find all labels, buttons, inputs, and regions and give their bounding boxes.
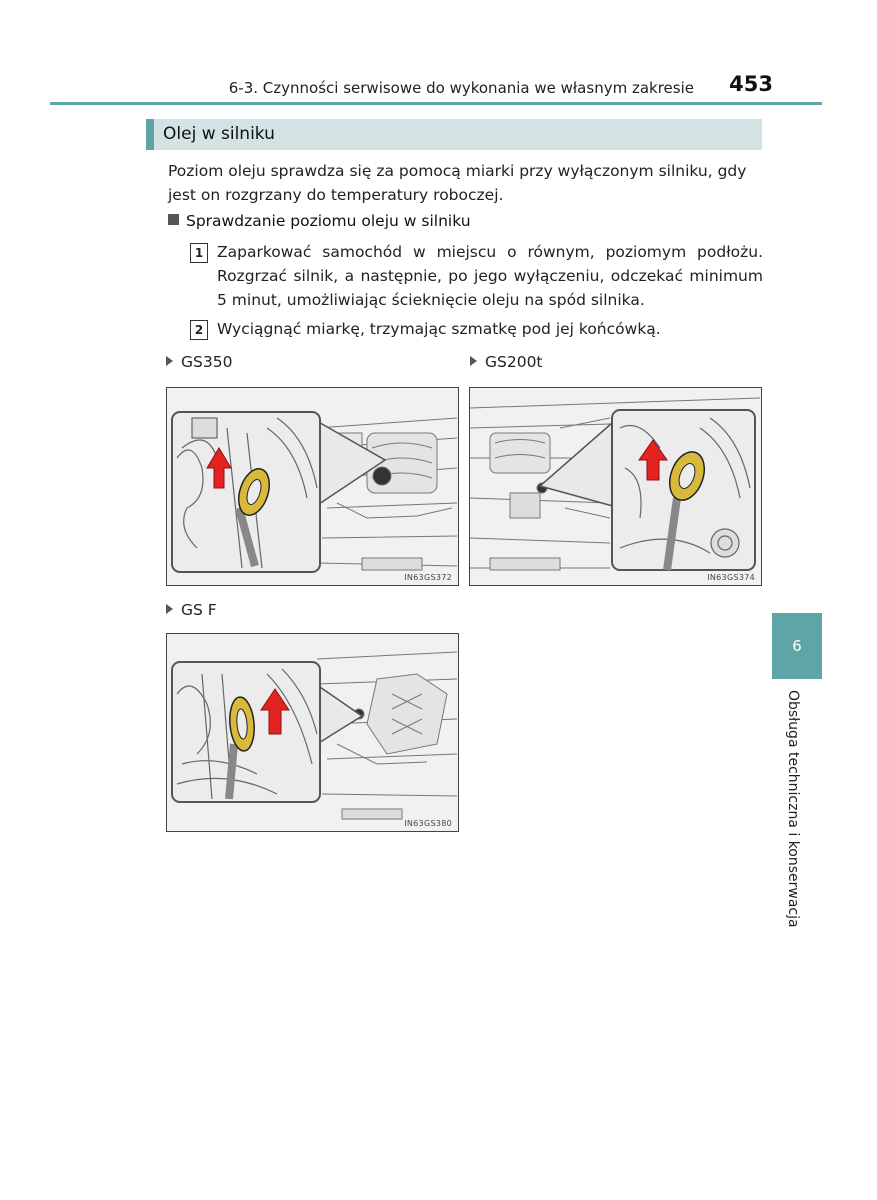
header-rule bbox=[50, 102, 822, 105]
page-header bbox=[0, 70, 877, 106]
step-1-text: Zaparkować samochód w miejscu o równym, poziomym podłożu. Rozgrzać silnik, a następnie, po jego wyłączeniu, odczekać minimum 5 minut, umożliwiając ścieknięcie oleju na spód silnika. bbox=[217, 243, 763, 309]
figure-gsf-engine bbox=[166, 633, 459, 832]
subheading bbox=[168, 212, 471, 230]
step-1-number: 1 bbox=[190, 243, 208, 263]
step-2-text: Wyciągnąć miarkę, trzymając szmatkę pod jej końcówką. bbox=[217, 320, 661, 338]
engine-illustration-gs200t bbox=[470, 388, 761, 585]
chapter-tab-number: 6 bbox=[792, 637, 802, 655]
triangle-bullet-icon bbox=[166, 604, 173, 614]
figure-gs350-engine bbox=[166, 387, 459, 586]
engine-illustration-gs350 bbox=[167, 388, 458, 585]
figure-gs200t-engine bbox=[469, 387, 762, 586]
square-bullet-icon bbox=[168, 214, 179, 225]
intro-paragraph: Poziom oleju sprawdza się za pomocą miarki przy wyłączonym silniku, gdy jest on rozgrzany do temperatury roboczej. bbox=[168, 162, 747, 204]
figure-label-gsf: GS F bbox=[166, 601, 217, 619]
engine-illustration-gsf bbox=[167, 634, 458, 831]
step-2-number: 2 bbox=[190, 320, 208, 340]
page-number: 453 bbox=[729, 72, 773, 96]
chapter-title: 6-3. Czynności serwisowe do wykonania we własnym zakresie bbox=[228, 79, 694, 97]
chapter-tab bbox=[772, 613, 822, 679]
triangle-bullet-icon bbox=[470, 356, 477, 366]
section-title: Olej w silniku bbox=[163, 124, 275, 144]
triangle-bullet-icon bbox=[166, 356, 173, 366]
figure-code: IN63GS380 bbox=[404, 819, 452, 828]
subheading-text: Sprawdzanie poziomu oleju w silniku bbox=[186, 212, 471, 230]
chapter-tab-label: Obsługa techniczna i konserwacja bbox=[785, 690, 801, 928]
figure-code: IN63GS372 bbox=[404, 573, 452, 582]
figure-label-gs200t: GS200t bbox=[470, 353, 543, 371]
figure-label-gs350: GS350 bbox=[166, 353, 232, 371]
figure-code: IN63GS374 bbox=[707, 573, 755, 582]
section-heading bbox=[146, 119, 762, 150]
section-accent-bar bbox=[146, 119, 154, 150]
